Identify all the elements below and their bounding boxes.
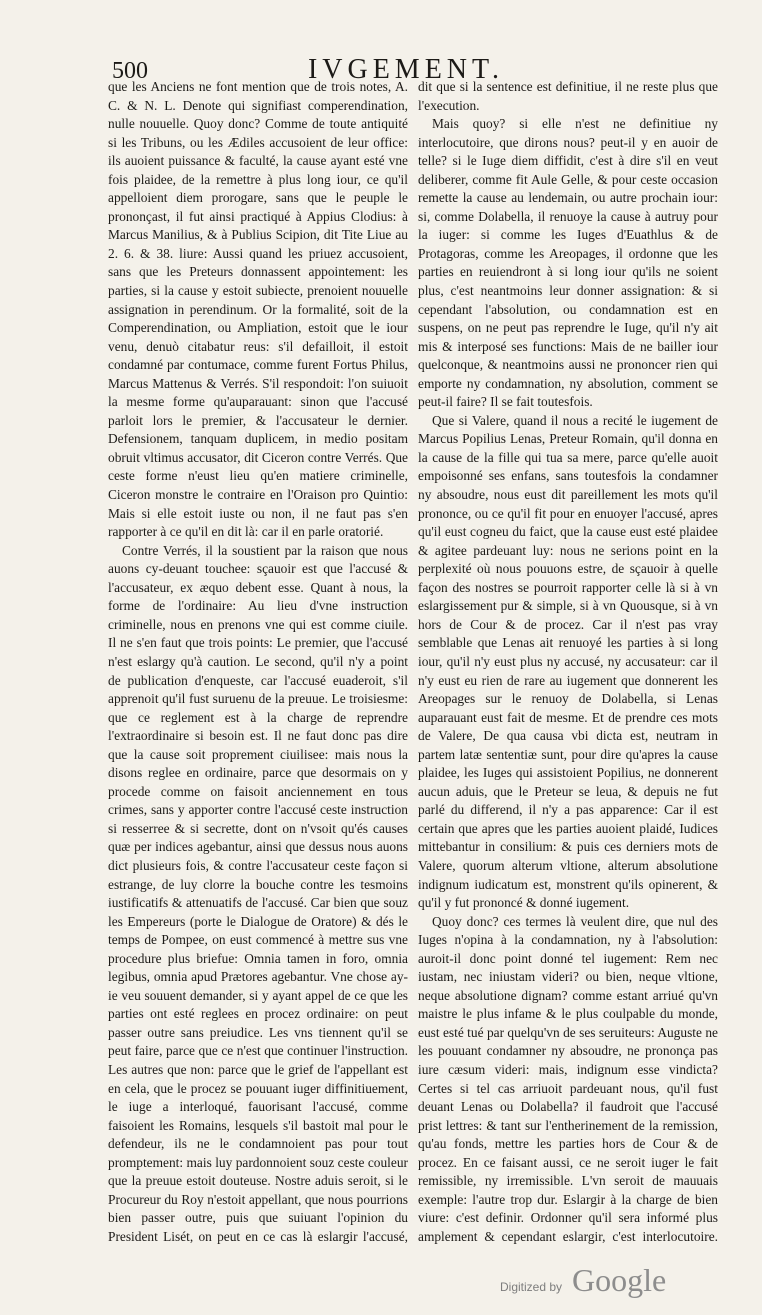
right-text-column: [418, 78, 718, 1244]
paragraph: dit que si la sentence est definitiue, il ne reste plus que l'execution.: [418, 79, 718, 113]
google-logo: Google: [572, 1262, 667, 1298]
watermark-prefix: Digitized by: [500, 1280, 563, 1294]
digitization-watermark: [500, 1262, 700, 1298]
paragraph: que les Anciens ne font mention que de trois notes, A. C. & N. L. Denote qui signifiast comperendination, nulle nouuelle. Quoy donc? Comme de toute antiquité si les Tribuns, ou les Ædiles accusoient de leur office: ils auoient puissance & faculté, la cause ayant esté vne fois plaidee, de la remettre à plus long iour, ce qu'il appelloient diem prorogare, sans que le peuple le prononçast, il fut ainsi practiqué à Appius Clodius: à Marcus Manilius, & à Publius Scipion, dit Tite Liue au 2. 6. & 38. liure: Aussi quand les priuez accusoient, sans que les Preteurs donnassent appointement: les parties, si la cause y estoit subiecte, prenoient nouuelle assignation in perendinum. Or la formalité, soit de la Comperendination, ou Ampliation, estoit que le iour venu, denuò citabatur reus: s'il defailloit, il estoit condamné par contumace, comme furent Fortus Philus, Marcus Mattenus & Verrés. S'il respondoit: l'on suiuoit la mesme forme qu'auparauant: sinon que l'accusé parloit lors le premier, & l'accusateur le dernier. Defensionem, tanquam duplicem, in medio positam obruit vltimus accusator, dit Ciceron contre Verrés. Que ceste forme n'eust lieu qu'en matiere criminelle, Ciceron monstre le contraire en l'Oraison pro Quintio: Mais si elle estoit iuste ou non, il ne faut pas s'en rapporter à ce qu'il en dit là: car il en parle oratorié.: [108, 79, 408, 540]
paragraph: Mais quoy? si elle n'est ne definitiue ny interlocutoire, que dirons nous? peut-il y en auoir de telle? si le Iuge diem diffidit, c'est à dire s'il en veut deliberer, comme fit Aule Gelle, & pour ceste occasion remette la cause au lendemain, ou autre prochain iour: si, comme Dolabella, il renuoye la cause à autruy pour la iuger: si comme les Iuges d'Euathlus & de Protagoras, comme les Areopages, il ordonne que les parties en reuiendront à si long iour qu'ils ne soient plus, c'est neantmoins leur donner assignation: & si cependant l'absolution, ou condamnation est en suspens, on ne peut pas reprendre le Iuge, qu'il n'y ait mis & interposé ses functions: Mais de ne bailler iour quelconque, & neantmoins aussi ne prononcer rien qui emporte ny condamnation, ny absolution, comment se peut-il faire? Il se fait toutesfois.: [418, 116, 718, 410]
running-title: IVGEMENT.: [307, 54, 505, 85]
paragraph: Contre Verrés, il la soustient par la raison que nous auons cy-deuant touchee: sçauoir est que l'accusé & l'accusateur, ex æquo debent esse. Quant à nous, la forme de l'ordinaire: Au lieu d'vne instruction criminelle, nous en prenons vne qui est comme ciuile. Il ne s'en faut que trois points: Le premier, que l'accusé n'est eslargy qu'à caution. Le second, qu'il n'y a point de publication d'enqueste, car l'accusé euaderoit, s'il apprenoit qu'il fust suruenu de la preuue. Le troisiesme: que ce reglement est à la charge de reprendre l'extraordinaire si besoin est. Il ne faut donc pas dire que la cause soit proprement ciuilisee: mais nous la disons reglee en ordinaire, parce que desormais on y procede comme on faisoit anciennement en tous crimes, sans y apporter contre l'accusé ceste instruction si resserree & si secrette, dont on n'vsoit qu'és causes quæ per indices agebantur, ainsi que dessus nous auons dict plusieurs fois, & contre l'accusateur ceste façon si estrange, de luy clorre la bouche contre les tesmoins iustificatifs & attenuatifs de l'accusé. Car bien que souz les Empereurs (porte le Dialogue de Oratore) & dés le temps de Pompee, on eust commencé à mettre sus vne procedure plus briefue: Omnia tamen in foro, omnia legibus, omnia apud Prætores agebantur. Vne chose ay-ie veu souuent demander, si y ayant appel de ce que les parties ont esté reglees en procez ordinaire: on peut passer outre sans preiudice. Les vns tiennent qu'il se peut faire, parce que ce n'est que continuer l'instruction. Les autres que non: parce que le grief de l'appellant est en cela, que le procez se pouuant iuger diffinitiuement, le iuge a interloqué, fauorisant l'accusé, comme faisoient les Romains, lesquels s'il bastoit mal pour le defendeur, ils ne le condamnoient pas pour tout promptement: mais luy pardonnoient souz ceste couleur que la preuue estoit douteuse. Nostre aduis seroit, si le Procureur du Roy n'estoit appellant, que nous pourrions bien passer outre, puis que suiuant l'opinion du President Lisét, on peut en ce cas là eslargir l'accusé,: [108, 542, 408, 1244]
page-number: 500: [112, 58, 148, 84]
left-text-column: [108, 78, 408, 1244]
paragraph: Quoy donc? ces termes là veulent dire, que nul des Iuges n'opina à la condamnation, ny à l'absolution: auroit-il donc point donné tel iugement: Rem nec iustam, nec iniustam videri? ou bien, neque vltione, neque absolutione dignam? comme estant arriué qu'vn maistre le plus infame & le plus coulpable du monde, eust esté tué par quelqu'vn de ses seruiteurs: Auguste ne les pouuant condamner ny absoudre, ne prononça pas iure cæsum videri: mais, indignum esse vindicta? Certes si tel cas arriuoit pardeuant nous, qu'il fust deuant Lenas ou Dolabella? il faudroit que l'accusé prist lettres: & tant sur l'entherinement de la remission, qu'au fonds, mettre les parties hors de Cour & de procez. En ce faisant aussi, ce ne seroit iuger le fait remissible, ny irremissible. L'vn seroit de mauuais exemple: l'autre trop dur. Eslargir à la charge de bien viure: c'est definir. Ordonner qu'il sera informé plus amplement & cependant eslargir, c'est interlocutoire.: [418, 913, 718, 1244]
paragraph: Que si Valere, quand il nous a recité le iugement de Marcus Popilius Lenas, Preteur Romain, qu'il donna en la cause de la fille qui tua sa mere, parce qu'elle auoit empoisonné ses enfans, sans toutesfois la condamner ny absoudre, nous eust dit pareillement les mots qu'il prononce, ou ce qu'il fit pour en enuoyer l'accusé, apres qu'il eust cogneu du faict, que la cause eust esté plaidee & agitee pardeuant luy: nous ne serions point en la perplexité où nous pouuons estre, de sçauoir à quelle façon des nostres se pourroit rapporter celle là si à vn eslargissement pur & simple, si à vn Quousque, si à vn hors de Cour & de procez. Car il n'est pas vray semblable que Lenas ait renuoyé les parties à si long iour, qu'il n'y eust plus ny accusé, ny accusateur: car il n'y eust eu rien de rare au iugement que donnerent les Areopages sur le renuoy de Dolabella, si Lenas auparauant eust fait de mesme. Et de prendre ces mots de Valere, De qua causa vbi dicta est, neutram in partem latæ sententiæ sunt, pour dire qu'apres la cause plaidee, les Iuges qui assistoient Popilius, ne donnerent aucun aduis, que le Preteur se leua, & depuis ne fut parlé du differend, il n'y a pas apparence: Car il est certain que apres que les parties auoient plaidé, Iudices mittebantur in consilium: & puis ces derniers mots de Valere, quorum alterum vltione, alterum absolutione indignum iudicatum est, monstrent qu'ils opinerent, & qu'il y fut prononcé & donné iugement.: [418, 412, 718, 911]
